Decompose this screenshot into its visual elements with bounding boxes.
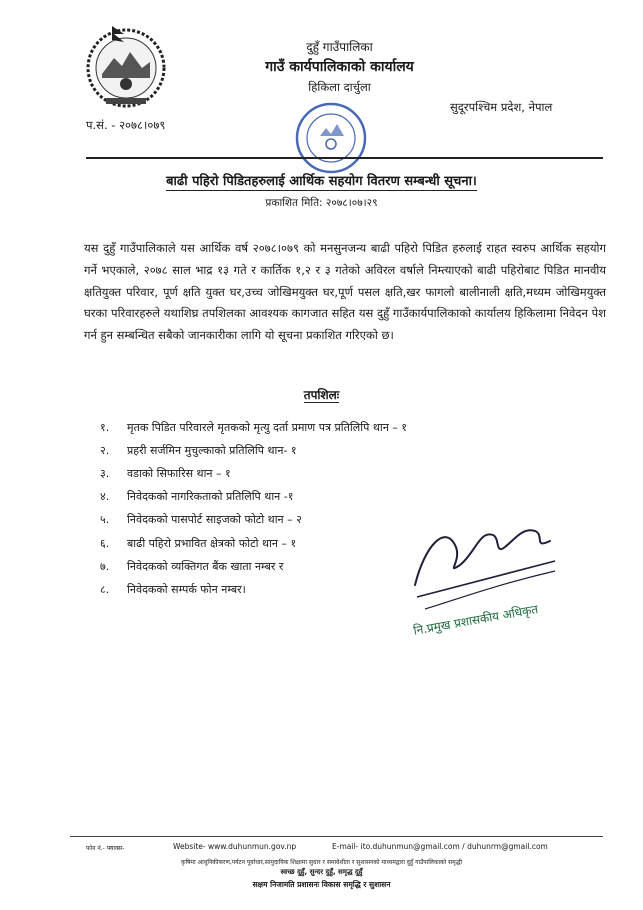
footer-email: E-mail- ito.duhunmun@gmail.com / duhunrm@gmail.com [332,842,548,851]
details-heading [0,386,643,403]
list-item-text: बाढी पहिरो प्रभावित क्षेत्रको फोटो थान – १ [127,536,297,550]
footer-website: Website- www.duhunmun.gov.np [173,842,297,851]
header-rule [86,157,603,159]
footer-slogan: स्वच्छ दुहुँ, सुन्दर दुहुँ, समृद्ध दुहुँ [280,868,363,876]
municipality-name: दुहुँ गाउँपालिका [306,40,373,54]
list-item-number: ७. [100,559,110,573]
list-item-number: ६. [100,536,110,550]
list-item-text: निवेदकको व्यक्तिगत बैंक खाता नम्बर र [127,559,284,573]
list-item-number: ५. [100,513,110,527]
footer-motto: सक्षम निजामति प्रशासनः विकास समृद्धि र सुशासन [252,880,391,889]
office-address: हिकिला दार्चुला [308,80,371,94]
notice-body: यस दुहुँ गाउँपालिकाले यस आर्थिक वर्ष २०७८।०७९ को मनसुनजन्य बाढी पहिरो पिडित हरुलाई राहत स्वरुप आर्थिक सहयोग गर्ने भएकाले, २०७८ साल भाद्र १३ गते र कार्तिक १,२ र ३ गतेको अविरल वर्षाले निम्त्याएको बाढी पहिरोबाट पिडित मानवीय क्षतियुक्त परिवार, पूर्ण क्षति युक्त घर,उच्च जोखिमयुक्त घर,पूर्ण पसल क्षति,खर फागलो बालीनाली क्षति,मध्यम जोखिमयुक्त घरका परिवारहरुले यथाशिघ्र तपशिलका आवश्यक कागजात सहित यस दुहुँ गाउँकार्यपालिकाको कार्यालय हिकिलामा निवेदन पेश गर्न हुन सम्बन्धित सबैको जानकारीका लागि यो सूचना प्रकाशित गरिएको छ। [84,241,606,343]
footer-phone: फोन नं.- फ्याक्स- [86,845,125,852]
province-text: सुदूरपश्चिम प्रदेश, नेपाल [450,100,553,114]
list-item-text: प्रहरी सर्जमिन मुचुल्काको प्रतिलिपि थान- १ [127,444,297,458]
reference-number: प.सं. - २०७८।०७९ [86,118,166,132]
list-item-text: वडाको सिफारिस थान – १ [127,467,231,481]
list-item-number: २. [100,444,110,458]
official-stamp [290,96,372,182]
list-item-text: मृतक पिडित परिवारले मृतकको मृत्यु दर्ता प्रमाण पत्र प्रतिलिपि थान – १ [127,421,408,435]
list-item-number: ३. [100,467,110,481]
list-item [100,439,480,462]
list-item-number: ४. [100,490,110,504]
list-item-number: १. [100,421,110,435]
list-item-number: ८. [100,582,110,596]
list-item-text: निवेदकको नागरिकताको प्रतिलिपि थान -१ [127,490,294,504]
notice-title [0,171,643,189]
signer-title: नि.प्रमुख प्रशासकीय अधिकृत [412,602,540,638]
notice-title-text: बाढी पहिरो पिडितहरुलाई आर्थिक सहयोग वितरण सम्बन्धी सूचना। [166,174,477,189]
list-item [100,462,480,485]
list-item [100,416,480,439]
footer-rule [70,836,603,837]
handwritten-signature [405,505,565,625]
list-item-text: निवेदकको पासपोर्ट साइजको फोटो थान – २ [127,513,302,527]
footer-mission: कृषिमा आधुनिकीकरण,पर्यटन पूर्वाधार,सामुदायिक शिक्षामा सुधार र समावेशीता र सुशासनको माध्यमद्वारा दुहुँ गाउँपालिकाको समृद्धी [180,859,463,866]
list-item-text: निवेदकको सम्पर्क फोन नम्बर। [127,582,246,596]
published-date: प्रकाशित मिति: २०७८।०७।२९ [265,197,378,209]
details-heading-text: तपशिलः [303,388,340,402]
office-name: गाउँ कार्यपालिकाको कार्यालय [265,59,414,75]
